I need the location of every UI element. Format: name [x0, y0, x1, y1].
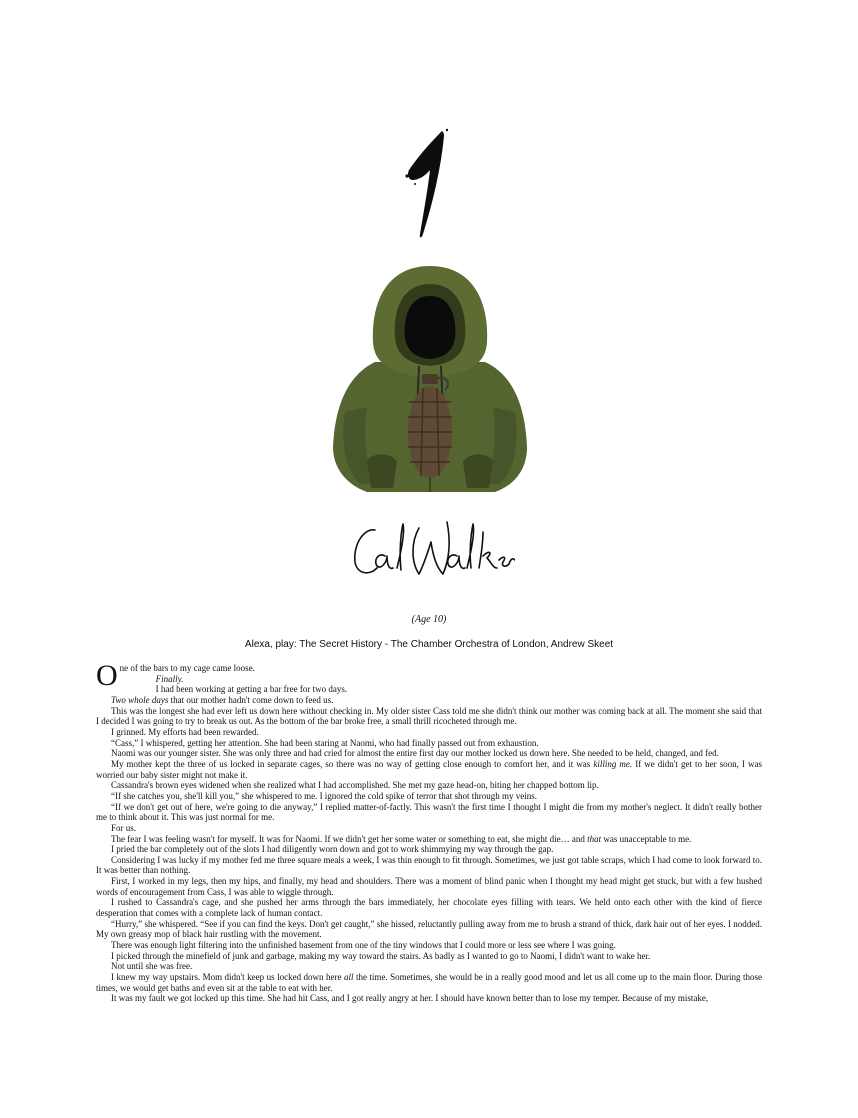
music-prompt: Alexa, play: The Secret History - The Chamber Orchestra of London, Andrew Skeet — [244, 639, 614, 650]
paragraph: “If we don't get out of here, we're going to die anyway,” I replied matter-of-factly. This wasn't the first time I thought I might die from my mother's neglect. It didn't really bother me to think about it. This was just normal for me. — [96, 801, 762, 823]
paragraph: Finally. — [155, 673, 184, 684]
drop-cap: O — [96, 659, 118, 692]
paragraph: First, I worked in my legs, then my hips, and finally, my head and shoulders. There was a moment of blind panic when I thought my head might get stuck, but with a few hushed words of encouragement from Cass, I was able to wiggle through. — [96, 876, 762, 897]
paragraph: “Hurry,” she whispered. “See if you can find the keys. Don't get caught,” she hissed, reluctantly pulling away from me to brush a strand of thick, dark hair out of her eyes. I nodded. My own greasy mop of black hair rustling with the movement. — [96, 918, 762, 940]
paragraph: One of the bars to my cage came loose. — [96, 659, 255, 692]
paragraph: Not until she was free. — [111, 961, 193, 972]
paragraph: “If she catches you, she'll kill you,” she whispered to me. I ignored the cold spike of terror that shot through my veins. — [111, 790, 538, 801]
paragraph: I knew my way upstairs. Mom didn't keep us locked down here all the time. Sometimes, she would be in a really good mood and let us all come up to the main floor. During those times, we would get baths and even sit at the table to eat with her. — [96, 972, 762, 993]
paragraph: It was my fault we got locked up this time. She had hit Cass, and I got really angry at her. I should have known better than to lose my temper. Because of my mistake, — [111, 993, 709, 1004]
paragraph: Two whole days that our mother hadn't come down to feed us. — [111, 694, 334, 705]
paragraph: “Cass,” I whispered, getting her attention. She had been staring at Naomi, who had finally passed out from exhaustion. — [111, 737, 539, 748]
paragraph: There was enough light filtering into the unfinished basement from one of the tiny windows that I could more or less see where I was going. — [111, 940, 616, 951]
paragraph: My mother kept the three of us locked in separate cages, so there was no way of getting close enough to comfort her, and it was killing me. If we didn't get to her soon, I was worried our baby sister might not make it. — [96, 758, 762, 780]
paragraph: I had been working at getting a bar free for two days. — [155, 684, 348, 695]
green-hoodie-grenade-illustration — [305, 262, 555, 502]
paragraph: For us. — [111, 822, 137, 833]
paragraph: The fear I was feeling wasn't for myself. It was for Naomi. If we didn't get her some water or something to eat, she might die… and that was unacceptable to me. — [111, 833, 692, 844]
author-signature-icon — [345, 512, 515, 582]
paragraph: This was the longest she had ever left us down here without checking in. My older sister Cass told me she didn't think our mother was coming back at all. The moment she said that I decided I was going to try to break us out. As the bottom of the bar broke free, a small thrill ricocheted through me. — [96, 705, 762, 727]
chapter-body — [96, 659, 762, 1004]
paragraph: Naomi was our younger sister. She was only three and had cried for almost the entire first day our mother locked us down here. She needed to be held, changed, and fed. — [111, 748, 719, 759]
paragraph: I pried the bar completely out of the slots I had diligently worn down and got to work shimmying my way through the gap. — [111, 844, 554, 855]
paragraph: I rushed to Cassandra's cage, and she pushed her arms through the bars immediately, her chocolate eyes filling with tears. We held onto each other with the kind of fierce desperation that comes with a complete lack of human contact. — [96, 897, 762, 919]
paragraph: I picked through the minefield of junk and garbage, making my way toward the stairs. As badly as I wanted to go to Naomi, I didn't want to wake her. — [111, 950, 651, 961]
paragraph: I grinned. My efforts had been rewarded. — [111, 726, 259, 737]
brush-numeral-one-icon — [395, 118, 465, 248]
age-subtitle: (Age 10) — [411, 614, 447, 625]
paragraph: Cassandra's brown eyes widened when she realized what I had accomplished. She met my gaze head-on, biting her chapped bottom lip. — [111, 780, 599, 791]
paragraph: Considering I was lucky if my mother fed me three square meals a week, I was thin enough to fit through. Sometimes, we just got table scraps, which I had come to look forward to. It was better than nothing. — [96, 854, 762, 876]
